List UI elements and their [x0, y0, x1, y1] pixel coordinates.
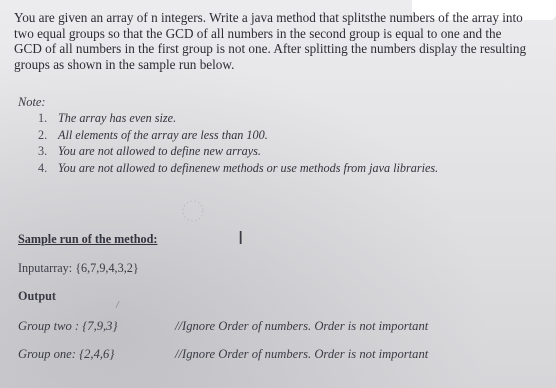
problem-line: groups as shown in the sample run below. — [14, 56, 235, 72]
note-item-number: 3. — [38, 144, 48, 159]
pencil-tick-mark: / — [116, 300, 119, 311]
problem-line: You are given an array of n integers. Write a java method that splitsthe numbers of the array into — [14, 10, 523, 25]
pencil-scribble-mark — [178, 196, 208, 226]
note-item-text: You are not allowed to definenew methods or use methods from java libraries. — [58, 160, 439, 175]
note-item-text: The array has even size. — [58, 111, 177, 125]
problem-statement — [14, 10, 544, 72]
group-two-line: Group two : {7,9,3} — [18, 319, 118, 333]
note-item-number: 2. — [38, 127, 48, 142]
note-item — [38, 160, 438, 177]
note-list — [38, 110, 438, 176]
output-row-group-one — [18, 347, 429, 362]
note-item — [38, 127, 438, 144]
input-array-line: Inputarray: {6,7,9,4,3,2} — [18, 261, 139, 275]
problem-line: two equal groups so that the GCD of all numbers in the second group is equal to one and the — [14, 25, 502, 41]
group-one-line: Group one: {2,4,6} — [18, 347, 115, 361]
note-item — [38, 110, 438, 127]
note-item-number: 1. — [38, 111, 48, 125]
note-item-text: All elements of the array are less than 100. — [58, 127, 268, 142]
order-comment: //Ignore Order of numbers. Order is not important — [175, 319, 429, 333]
note-item — [38, 143, 438, 160]
note-item-number: 4. — [38, 160, 48, 175]
note-item-text: You are not allowed to define new arrays. — [58, 144, 261, 159]
text-cursor-icon: I — [238, 228, 244, 249]
order-comment: //Ignore Order of numbers. Order is not important — [175, 347, 429, 361]
sample-run-heading: Sample run of the method: — [18, 232, 158, 246]
output-heading: Output — [18, 289, 56, 303]
note-heading: Note: — [18, 95, 46, 109]
problem-line: GCD of all numbers in the first group is not one. After splitting the numbers display the resulting — [14, 41, 527, 57]
output-row-group-two — [18, 319, 429, 334]
